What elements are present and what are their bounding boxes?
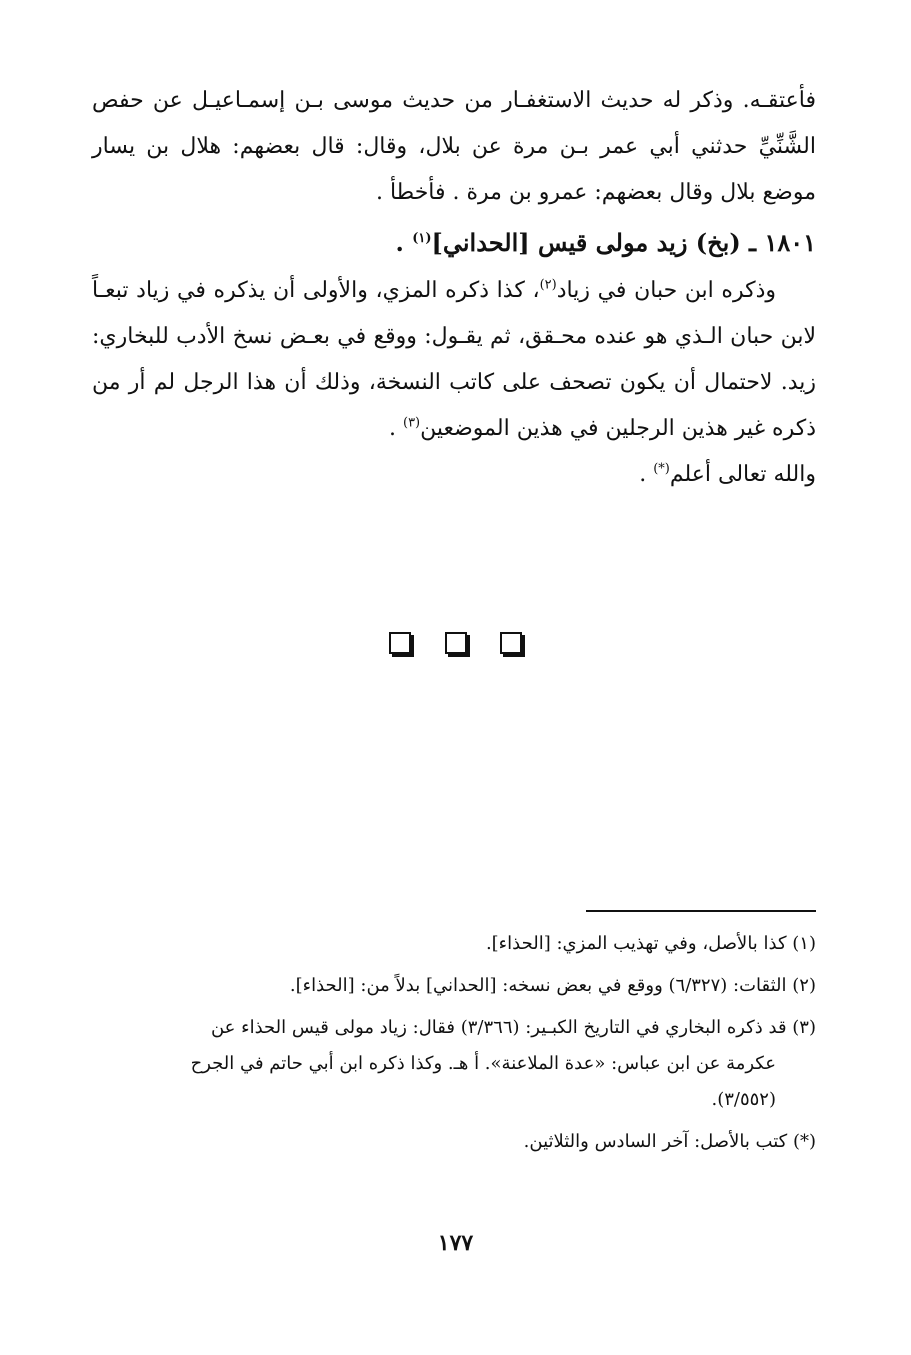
paragraph-closing xyxy=(92,452,816,498)
ornament-square-icon xyxy=(500,632,522,654)
footnote-ref-2[interactable]: (٢) xyxy=(539,277,557,293)
paragraph-2-body: ، كذا ذكره المزي، والأولى أن يذكره في زياد تبعـاً لابن حبان الـذي هو عنده محـقق، ثم يقـول: ووقع في بعـض نسخ الأدب للبخاري: زيد. لاحتمال أن يكون تصحف على كاتب النسخة، وذلك أن هذا الرجل لم أر من ذكره غير هذين الرجلين في هذين الموضعين xyxy=(92,278,816,441)
footnote-3-line-2: عكرمة عن ابن عباس: «عدة الملاعنة». أ هـ. وكذا ذكره ابن أبي حاتم في الجرح xyxy=(190,1053,776,1074)
footnote-ref-star[interactable]: (*) xyxy=(653,461,670,477)
ornament-square-icon xyxy=(445,632,467,654)
footnote-1: (١) كذا بالأصل، وفي تهذيب المزي: [الحذاء]. xyxy=(485,933,816,954)
entry-heading-end: . xyxy=(395,228,413,257)
paragraph-2-end: . xyxy=(388,416,403,441)
closing-text: والله تعالى أعلم xyxy=(669,462,816,487)
paragraph-2-start: وذكره ابن حبان في زياد xyxy=(556,278,776,303)
footnote-3-continuation xyxy=(92,1046,816,1082)
footnote-3 xyxy=(92,1010,816,1046)
closing-end: . xyxy=(639,462,654,487)
footnote-ref-3[interactable]: (٣) xyxy=(402,415,421,431)
paragraph-continuation: فأعتقـه. وذكر له حديث الاستغفـار من حديث موسى بـن إسمـاعيـل عن حفص الشَّنِّيِّ حدثني أبي عمر بـن مرة عن بلال، وقال: قال بعضهم: هلال بن يسار موضع بلال وقال بعضهم: عمرو بن مرة . فأخطأ . xyxy=(92,88,816,205)
footnote-star: (*) كتب بالأصل: آخر السادس والثلاثين. xyxy=(523,1131,816,1152)
footnote-3-line-3: (٣/٥٥٢). xyxy=(711,1089,776,1110)
page-number: ١٧٧ xyxy=(437,1230,474,1256)
footnote-2: (٢) الثقات: (٦/٣٢٧) ووقع في بعض نسخه: [الحداني] بدلاً من: [الحذاء]. xyxy=(289,975,816,996)
footnotes xyxy=(92,926,816,1166)
footnote-ref-1[interactable]: (١) xyxy=(412,231,432,246)
entry-heading-text: ١٨٠١ ـ (بخ) زيد مولى قيس [الحداني] xyxy=(431,228,816,257)
entry-heading xyxy=(92,220,816,266)
footnote-3-line-1: (٣) قد ذكره البخاري في التاريخ الكبـير: (٣/٣٦٦) فقال: زياد مولى قيس الحذاء عن xyxy=(210,1017,816,1038)
footnote-3-end xyxy=(92,1082,816,1118)
paragraph-entry-body xyxy=(92,268,816,452)
ornament-square-icon xyxy=(389,632,411,654)
section-ornament xyxy=(0,632,911,658)
main-text xyxy=(92,78,816,498)
footnote-separator xyxy=(586,910,816,912)
